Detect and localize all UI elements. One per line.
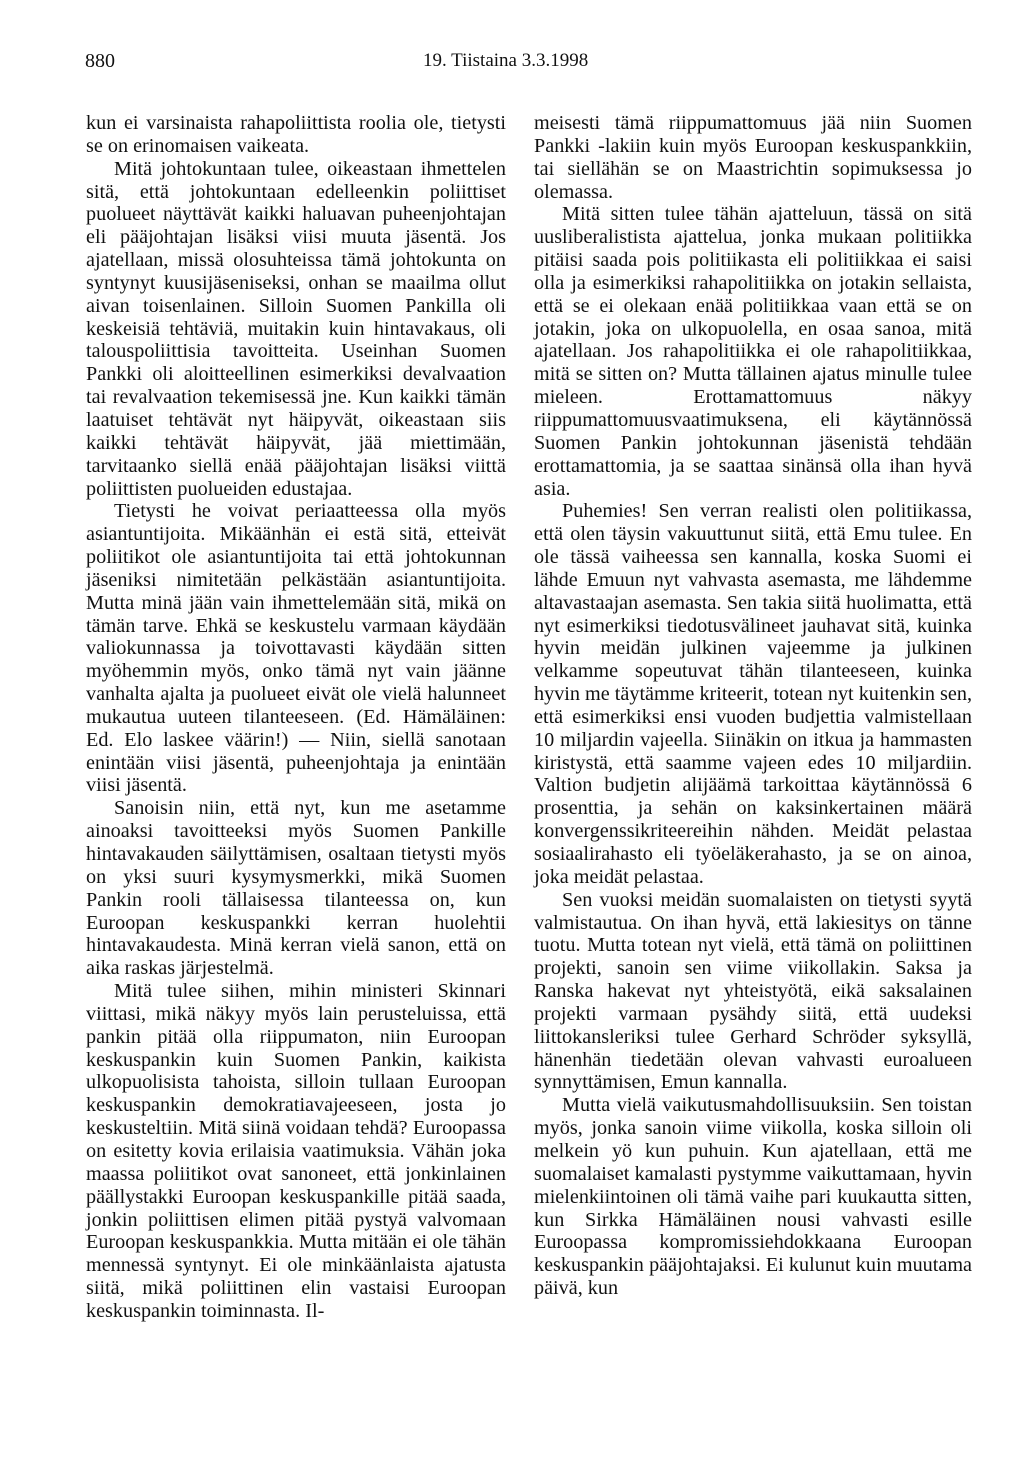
paragraph: Mitä tulee siihen, mihin ministeri Skinnari viittasi, mikä näkyy myös lain perusteluissa, että pankin pitää olla riippumaton, niin Euroopan keskuspankin kuin Suomen Pankin, kaikista ulkopuolisista tahoista, silloin tullaan Euroopan keskuspankin demokratiavajeeseen, josta jo keskusteltiin. Mitä siinä voidaan tehdä? Euroopassa on esitetty kovia erilaisia vaatimuksia. Vähän joka maassa poliitikot ovat sanoneet, että jonkinlainen päällystakki Euroopan keskuspankille pitää saada, jonkin poliittisen elimen pitää pystyä valvomaan Euroopan keskuspankkia. Mutta mitään ei ole tähän mennessä syntynyt. Ei ole minkäänlaista ajatusta siitä, mikä poliittinen elin vastaisi Euroopan keskuspankin toiminnasta. Il-	[86, 980, 506, 1322]
page-number: 880	[85, 50, 115, 72]
left-column	[86, 112, 506, 1323]
paragraph: Mutta vielä vaikutusmahdollisuuksiin. Sen toistan myös, jonka sanoin viime viikolla, koska silloin oli melkein yö kun puhuin. Kun ajatellaan, että me suomalaiset kamalasti pystymme vaikuttamaan, hyvin mielenkiintoinen oli tämä vaihe pari kuukautta sitten, kun Sirkka Hämäläinen nousi vahvasti esille Euroopassa kompromissiehdokkaana Euroopan keskuspankin pääjohtajaksi. Ei kulunut kuin muutama päivä, kun	[534, 1094, 972, 1300]
right-column	[534, 112, 972, 1300]
paragraph: kun ei varsinaista rahapoliittista roolia ole, tietysti se on erinomaisen vaikeata.	[86, 112, 506, 157]
paragraph: Tietysti he voivat periaatteessa olla myös asiantuntijoita. Mikäänhän ei estä sitä, etteivät poliitikot ole asiantuntijoita tai että johtokunnan jäseniksi nimitetään pelkästään asiantuntijoita. Mutta minä jään vain ihmettelemään sitä, mikä on tämän tarve. Ehkä se keskustelu varmaan käydään valiokunnassa ja toivottavasti käydään sitten myöhemmin myös, onko tämä nyt vain jäänne vanhalta ajalta ja puolueet eivät ole vielä halunneet mukautua uuteen tilanteeseen. (Ed. Hämäläinen: Ed. Elo laskee väärin!) — Niin, siellä sanotaan enintään viisi jäsentä, puheenjohtaja ja enintään viisi jäsentä.	[86, 500, 506, 797]
page-header	[0, 50, 1024, 80]
paragraph: meisesti tämä riippumattomuus jää niin Suomen Pankki -lakiin kuin myös Euroopan keskuspankkiin, tai siellähän se on Maastrichtin sopimuksessa jo olemassa.	[534, 112, 972, 203]
paragraph: Mitä johtokuntaan tulee, oikeastaan ihmettelen sitä, että johtokuntaan edelleenkin poliittiset puolueet näyttävät kaikki haluavan puheenjohtajan eli pääjohtajan lisäksi viisi muuta jäsentä. Jos ajatellaan, missä olosuhteissa tämä johtokunta on syntynyt kuusijäseniseksi, onhan se maailma ollut aivan toisenlainen. Silloin Suomen Pankilla oli keskeisiä tehtäviä, muitakin kuin hintavakaus, oli talouspoliittisia tavoitteita. Useinhan Suomen Pankki oli aloitteellinen esimerkiksi devalvaation tai revalvaation tekemisessä jne. Kun kaikki tämän laatuiset tehtävät nyt häipyvät, oikeastaan siis kaikki tehtävät häipyvät, jää miettimään, tarvitaanko siellä enää pääjohtajan lisäksi viittä poliittisten puolueiden edustajaa.	[86, 157, 506, 500]
paragraph: Sen vuoksi meidän suomalaisten on tietysti syytä valmistautua. On ihan hyvä, että lakiesitys on tänne tuotu. Mutta totean nyt vielä, että tämä on poliittinen projekti, sanoin sen viime viikollakin. Saksa ja Ranska hakevat nyt yhteistyötä, eikä saksalainen projekti varmaan pysähdy siitä, että uudeksi liittokansleriksi tulee Gerhard Schröder syksyllä, hänenhän tiedetään olevan vahvasti euroalueen synnyttämisen, Emun kannalla.	[534, 888, 972, 1094]
paragraph: Mitä sitten tulee tähän ajatteluun, tässä on sitä uusliberalistista ajattelua, jonka mukaan politiikka pitäisi saada pois politiikasta eli politiikkaa ei saisi olla ja esimerkiksi rahapolitiikka on jotakin sellaista, että se ei olekaan enää politiikkaa vaan että se on jotakin, joka on ulkopuolella, en osaa sanoa, mitä ajatellaan. Jos rahapolitiikka ei ole rahapolitiikkaa, mitä se sitten on? Mutta tällainen ajatus minulle tulee mieleen. Erottamattomuus näkyy riippumattomuusvaatimuksena, eli käytännössä Suomen Pankin johtokunnan jäsenistä tehdään erottamattomia, ja se saattaa sinänsä olla ihan hyvä asia.	[534, 203, 972, 500]
running-head: 19. Tiistaina 3.3.1998	[423, 50, 589, 71]
paragraph: Sanoisin niin, että nyt, kun me asetamme ainoaksi tavoitteeksi myös Suomen Pankille hintavakauden säilyttämisen, osaltaan tietysti myös on yksi suuri kysymysmerkki, mikä Suomen Pankin rooli tällaisessa tilanteessa on, kun Euroopan keskuspankki kerran huolehtii hintavakaudesta. Minä kerran vielä sanon, että on aika raskas järjestelmä.	[86, 797, 506, 980]
paragraph: Puhemies! Sen verran realisti olen politiikassa, että olen täysin vakuuttunut siitä, että Emu tulee. En ole tässä vaiheessa sen kannalla, koska Suomi ei lähde Emuun nyt vahvasta asemasta, me lähdemme altavastaajan asemasta. Sen takia siitä huolimatta, että nyt esimerkiksi tiedotusvälineet jauhavat sitä, kuinka hyvin meidän julkinen vajeemme ja julkinen velkamme sopeutuvat tähän tilanteeseen, kuinka hyvin me täytämme kriteerit, totean nyt kuitenkin sen, että esimerkiksi ensi vuoden budjettia valmistellaan 10 miljardin vajeella. Siinäkin on itkua ja hammasten kiristystä, että saamme vajeen edes 10 miljardiin. Valtion budjetin alijäämä tarkoittaa käytännössä 6 prosenttia, ja sehän on kaksinkertainen määrä konvergenssikriteereihin nähden. Meidät pelastaa sosiaalirahasto eli työeläkerahasto, ja se on ainoa, joka meidät pelastaa.	[534, 500, 972, 888]
